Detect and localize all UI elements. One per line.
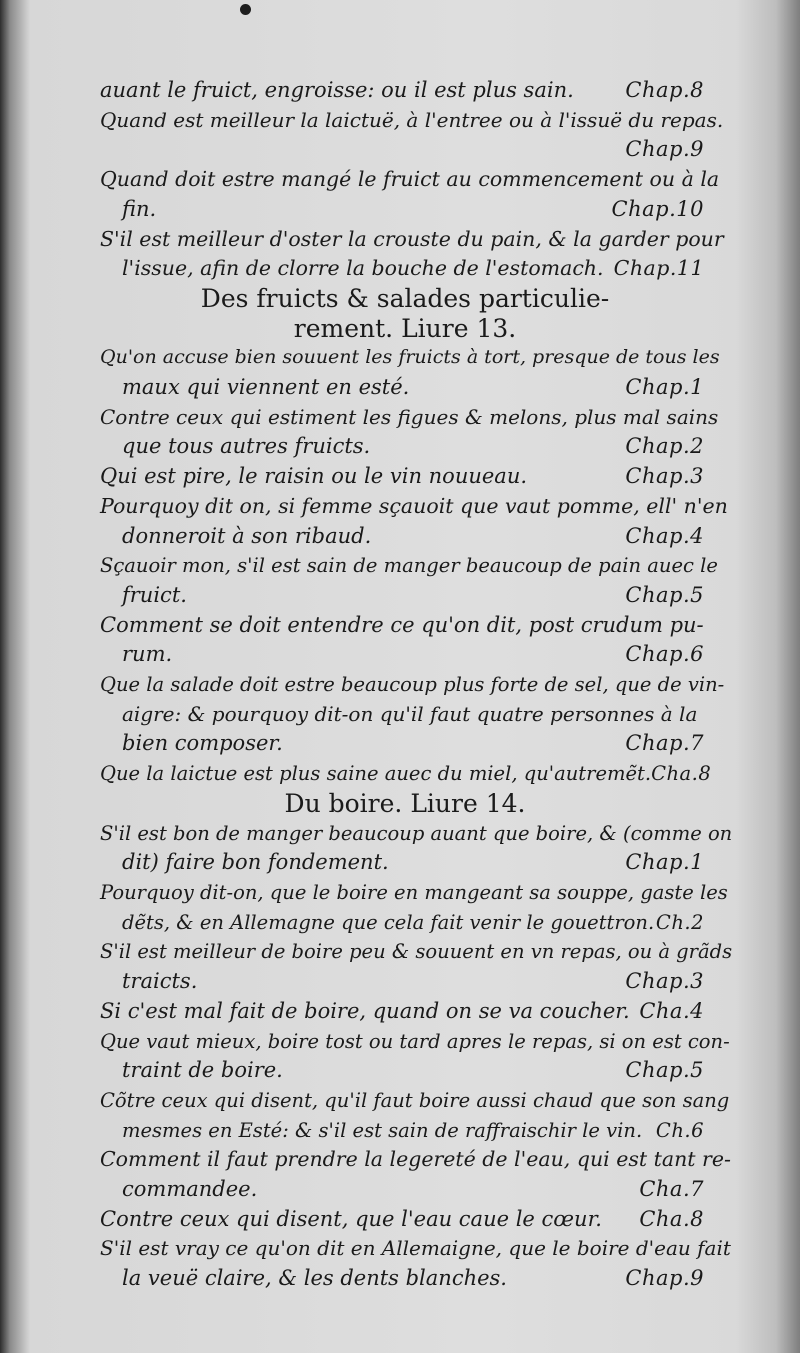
heading-book-14 (100, 789, 710, 819)
toc-entry (100, 462, 710, 492)
toc-entry (100, 225, 724, 284)
chapter-number: Chap.4 (625, 523, 704, 548)
entry-line: S'il est bon de manger beaucoup auant que boire, & (comme on (100, 821, 733, 845)
toc-entry (100, 1027, 730, 1086)
chapter-number: Chap.6 (625, 642, 704, 667)
toc-entry (100, 997, 710, 1027)
entry-text: que tous autres fruicts. (122, 434, 371, 459)
chapter-number: Chap.8 (625, 78, 704, 102)
entry-line: Pourquoy dit on, si femme sçauoit que vaut pomme, ell' n'en (100, 493, 728, 518)
entry-text: mesmes en Esté: & s'il est sain de raffraischir le vin. (122, 1118, 643, 1142)
entry-line (100, 76, 710, 106)
entry-line (100, 640, 710, 670)
entry-line: Contre ceux qui estiment les figues & melons, plus mal sains (100, 404, 719, 429)
entry-text: dẽts, & en Allemagne que cela fait venir le gouettron. (122, 910, 655, 934)
entry-line: Quand doit estre mangé le fruict au commencement ou à la (100, 167, 720, 192)
chapter-number: Chap.7 (625, 731, 704, 756)
entry-line: Sçauoir mon, s'il est sain de manger beaucoup de pain auec le (100, 554, 718, 578)
entry-text: Contre ceux qui disent, que l'eau caue le cœur. (100, 1206, 602, 1231)
entry-line (100, 848, 710, 878)
toc-entry (100, 878, 728, 937)
chapter-number: Chap.9 (625, 1266, 704, 1291)
toc-entry (100, 1145, 731, 1204)
chapter-number: Ch.6 (655, 1118, 704, 1142)
entry-line (100, 581, 710, 611)
chapter-number: Chap.11 (613, 256, 704, 281)
entry-text: bien composer. (122, 731, 283, 756)
chapter-number: Ch.2 (655, 910, 704, 934)
entry-line (100, 135, 710, 165)
entry-line: Quand est meilleur la laictuë, à l'entree ou à l'issuë du repas. (100, 107, 724, 132)
entry-text: commandee. (122, 1177, 258, 1202)
entry-line: Qu'on accuse bien souuent les fruicts à tort, presque de tous les (100, 346, 720, 369)
chapter-number: Cha.4 (639, 998, 704, 1023)
chapter-number: Chap.1 (625, 850, 704, 875)
toc-entry (100, 759, 710, 789)
entry-line (100, 522, 710, 552)
chapter-number: Chap.5 (625, 1058, 704, 1083)
toc-entry (100, 819, 733, 878)
entry-line: Que vaut mieux, boire tost ou tard apres le repas, si on est con- (100, 1029, 730, 1053)
heading-14-line-1: Du boire. Liure 14. (284, 788, 526, 818)
entry-line (100, 432, 710, 462)
entry-line (100, 1205, 710, 1235)
toc-entry (100, 492, 728, 551)
entry-line: S'il est vray ce qu'on dit en Allemaigne, que le boire d'eau fait (100, 1236, 731, 1261)
entry-text: la veuë claire, & les dents blanches. (122, 1266, 507, 1291)
toc-entry (100, 670, 725, 759)
entry-line (100, 1056, 710, 1086)
chapter-number: Cha.8 (651, 762, 712, 786)
entry-text: rum. (122, 642, 173, 667)
entry-line (100, 908, 710, 938)
entries-book-12-continued (100, 76, 724, 284)
entry-text: auant le fruict, engroisse: ou il est plus sain. (100, 78, 574, 102)
entry-text: fruict. (122, 582, 187, 607)
entry-text: fin. (122, 196, 157, 221)
entry-line (100, 373, 710, 403)
entry-text: traint de boire. (122, 1058, 283, 1083)
entry-line (100, 1116, 710, 1146)
chapter-number: Cha.7 (639, 1177, 704, 1202)
chapter-number: Chap.3 (625, 969, 704, 994)
entry-text: dit) faire bon fondement. (122, 850, 389, 875)
entry-line (100, 729, 710, 759)
entry-line: S'il est meilleur de boire peu & souuent en vn repas, ou à grãds (100, 940, 733, 964)
entry-line (100, 254, 710, 284)
table-of-contents (100, 76, 733, 1294)
heading-13-line-1: Des fruicts & salades particulie- (200, 283, 610, 313)
entry-text: Qui est pire, le raisin ou le vin nouueau. (100, 464, 528, 489)
entry-text: l'issue, afin de clorre la bouche de l'estomach. (122, 256, 604, 281)
chapter-number: Chap.5 (625, 582, 704, 607)
chapter-number: Chap.3 (625, 464, 704, 489)
entry-line: Comment il faut prendre la legereté de l'eau, qui est tant re- (100, 1147, 731, 1172)
ink-blot (240, 4, 251, 15)
entry-line (100, 1175, 710, 1205)
entry-text: traicts. (122, 969, 198, 994)
toc-entry (100, 937, 733, 996)
entries-book-14 (100, 819, 733, 1294)
chapter-number: Chap.10 (611, 196, 704, 221)
entry-text: Si c'est mal fait de boire, quand on se va coucher. (100, 998, 630, 1023)
toc-entry (100, 403, 719, 462)
toc-entry (100, 1205, 710, 1235)
entry-line: Pourquoy dit-on, que le boire en mangeant sa souppe, gaste les (100, 880, 728, 904)
entry-text: donneroit à son ribaud. (122, 523, 372, 548)
entry-text: Que la laictue est plus saine auec du miel, qu'autremẽt. (100, 762, 652, 786)
toc-entry (100, 343, 720, 402)
toc-entry (100, 1234, 731, 1293)
entries-book-13 (100, 343, 728, 789)
chapter-number: Chap.2 (625, 434, 704, 459)
toc-entry (100, 1086, 730, 1145)
toc-entry (100, 611, 710, 670)
entry-line: S'il est meilleur d'oster la crouste du pain, & la garder pour (100, 226, 724, 251)
entry-line (100, 997, 710, 1027)
chapter-number: Chap.1 (625, 375, 704, 400)
entry-line (100, 967, 710, 997)
entry-line (100, 1264, 710, 1294)
entry-line: Que la salade doit estre beaucoup plus forte de sel, que de vin- (100, 673, 725, 697)
heading-13-line-2: rement. Liure 13. (293, 313, 517, 343)
entry-line: Cõtre ceux qui disent, qu'il faut boire aussi chaud que son sang (100, 1088, 730, 1112)
toc-entry (100, 165, 720, 224)
entry-line (100, 462, 710, 492)
entry-line (100, 195, 710, 225)
chapter-number: Chap.9 (625, 137, 704, 162)
toc-entry (100, 106, 724, 165)
toc-entry (100, 76, 710, 106)
chapter-number: Cha.8 (639, 1206, 704, 1231)
toc-entry (100, 551, 718, 610)
heading-book-13 (100, 284, 710, 343)
entry-line (100, 759, 710, 789)
entry-line: Comment se doit entendre ce qu'on dit, post crudum pu- (100, 612, 704, 637)
entry-text: maux qui viennent en esté. (122, 375, 410, 400)
entry-line: aigre: & pourquoy dit-on qu'il faut quatre personnes à la (122, 701, 698, 726)
